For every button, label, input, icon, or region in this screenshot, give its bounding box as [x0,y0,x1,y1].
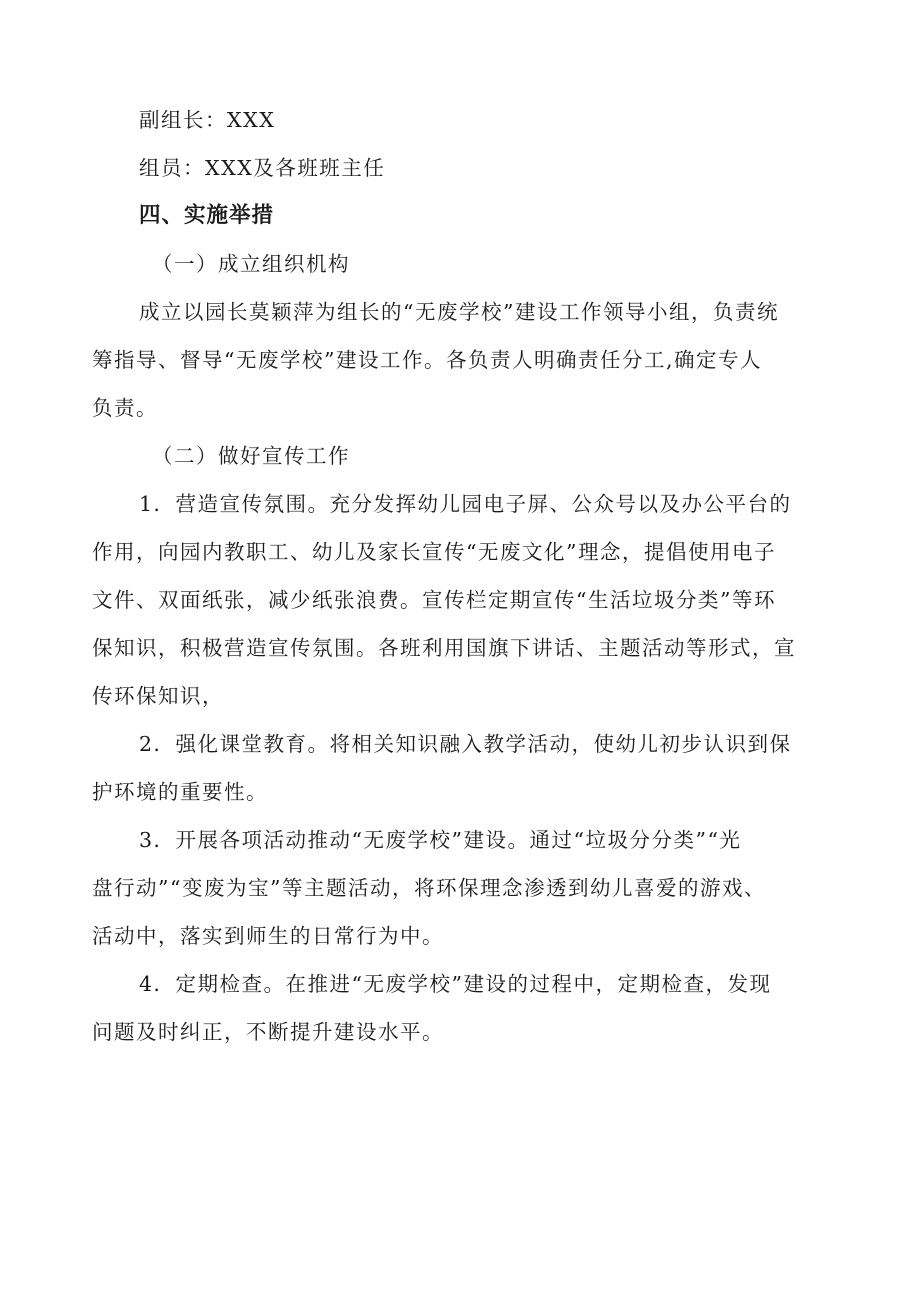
paragraph-line: 盘行动”“变废为宝”等主题活动，将环保理念渗透到幼儿喜爱的游戏、 [92,876,766,900]
item-3-paragraph [92,816,832,960]
paragraph-line: 成立以园长莫颖萍为组长的“无废学校”建设工作领导小组，负责统 [139,300,779,324]
paragraph-line: 1．营造宣传氛围。充分发挥幼儿园电子屏、公众号以及办公平台的 [139,492,792,516]
paragraph-line: 作用，向园内教职工、幼儿及家长宣传“无废文化”理念，提倡使用电子 [92,540,776,564]
paragraph-line: 文件、双面纸张，减少纸张浪费。宣传栏定期宣传“生活垃圾分类”等环 [92,588,776,612]
paragraph-line: 保知识，积极营造宣传氛围。各班利用国旗下讲话、主题活动等形式，宣 [92,636,796,660]
document-body [92,96,832,1056]
item-1-paragraph [92,480,832,720]
paragraph-line: 2．强化课堂教育。将相关知识融入教学活动，使幼儿初步认识到保 [139,732,792,756]
members-line: 组员：XXX及各班班主任 [139,156,386,180]
section-four-heading: 四、实施举措 [139,203,275,228]
item-4-paragraph [92,960,832,1056]
subsection-1-paragraph [92,288,832,432]
item-2-paragraph [92,720,832,816]
paragraph-line: 护环境的重要性。 [92,780,268,804]
paragraph-line: 负责。 [92,396,158,420]
subsection-2-title: （二）做好宣传工作 [152,444,350,468]
paragraph-line: 4．定期检查。在推进“无废学校”建设的过程中，定期检查，发现 [139,972,772,996]
subsection-1-title: （一）成立组织机构 [152,252,350,276]
paragraph-line: 筹指导、督导“无废学校”建设工作。各负责人明确责任分工,确定专人 [92,348,762,372]
deputy-leader-line: 副组长：XXX [139,108,276,132]
paragraph-line: 活动中，落实到师生的日常行为中。 [92,924,444,948]
paragraph-line: 3．开展各项活动推动“无废学校”建设。通过“垃圾分分类”“光 [139,828,742,852]
paragraph-line: 问题及时纠正，不断提升建设水平。 [92,1020,444,1044]
paragraph-line: 传环保知识， [92,684,224,708]
